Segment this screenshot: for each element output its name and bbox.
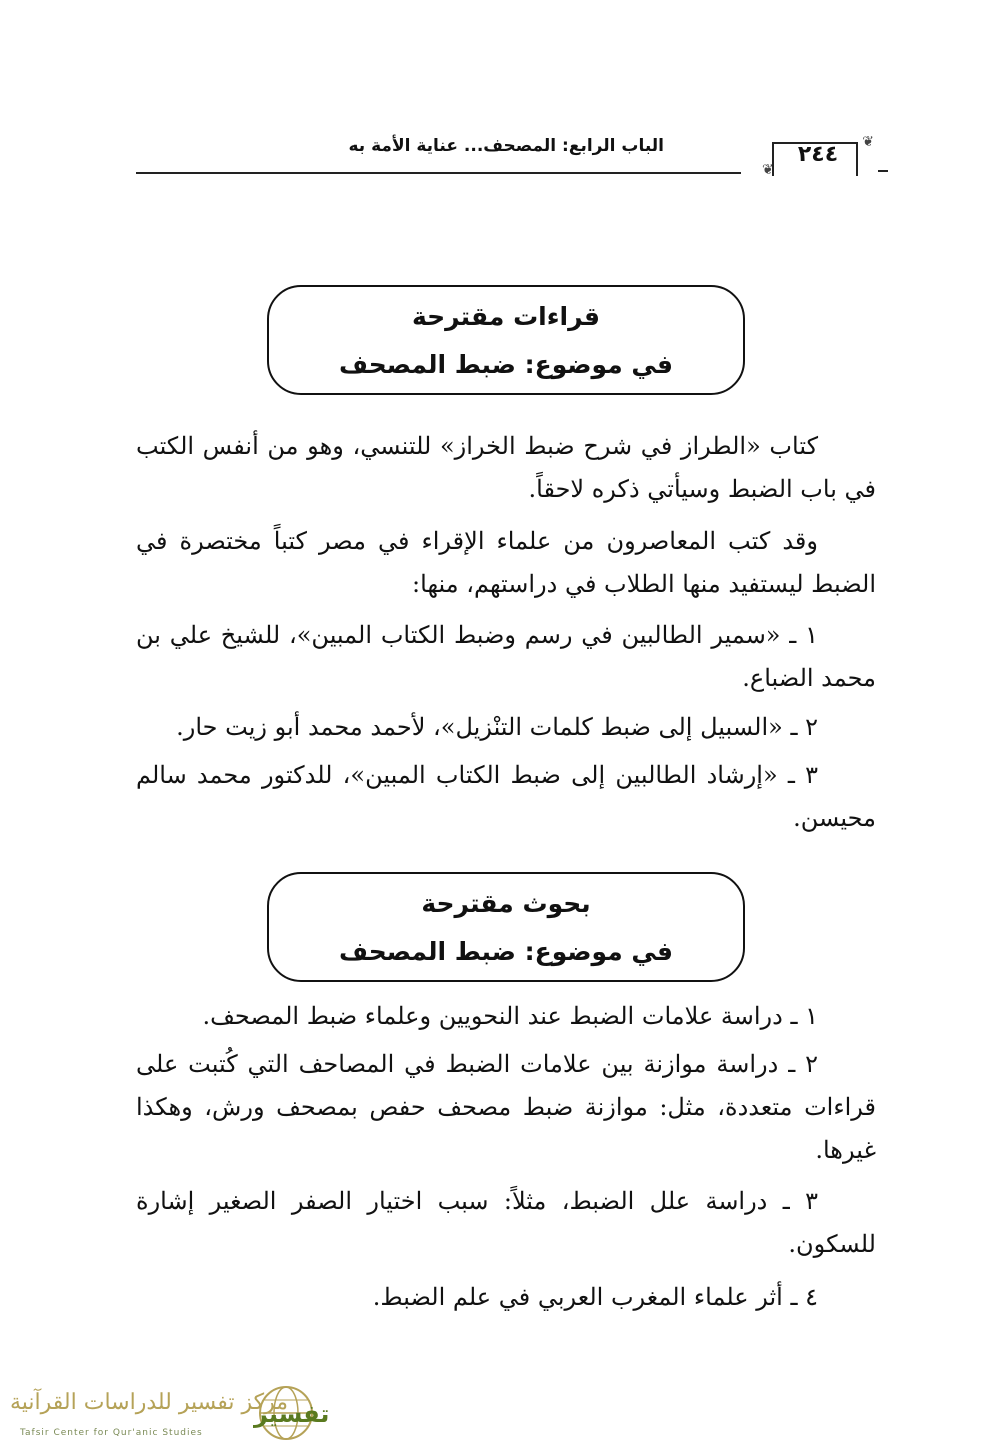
paragraph: وقد كتب المعاصرون من علماء الإقراء في مصر كتباً مختصرة في الضبط ليستفيد منها الطلاب في دراستهم، منها: (136, 527, 876, 598)
publisher-logo (6, 1380, 336, 1450)
logo-mark-word: تفسير (254, 1400, 330, 1428)
page-header (136, 132, 876, 178)
logo-arabic-name: مركز تفسير للدراسات القرآنية (10, 1390, 289, 1415)
box-subtitle-line: في موضوع: ضبط المصحف (338, 350, 674, 379)
suggested-research-box (267, 872, 745, 982)
logo-english-name: Tafsir Center for Qur'anic Studies (20, 1428, 203, 1438)
header-rule (136, 172, 741, 174)
list-item: ١ ـ دراسة علامات الضبط عند النحويين وعلماء ضبط المصحف. (202, 1002, 818, 1030)
list-item: ٢ ـ «السبيل إلى ضبط كلمات التنْزيل»، لأحمد محمد أبو زيت حار. (176, 713, 818, 741)
header-tick (878, 170, 888, 172)
ornament-icon: ❦ (862, 134, 874, 150)
page-number-box (762, 134, 874, 176)
paragraph: كتاب «الطراز في شرح ضبط الخراز» للتنسي، وهو من أنفس الكتب في باب الضبط وسيأتي ذكره لاحقاً. (136, 432, 876, 503)
list-item: ٢ ـ دراسة موازنة بين علامات الضبط في المصاحف التي كُتبت على قراءات متعددة، مثل: موازنة ضبط مصحف حفص بمصحف ورش، وهكذا غيرها. (136, 1050, 876, 1164)
page-number: ٢٤٤ (797, 142, 839, 167)
box-title-line: بحوث مقترحة (421, 889, 591, 918)
box-subtitle-line: في موضوع: ضبط المصحف (338, 937, 674, 966)
list-item: ١ ـ «سمير الطالبين في رسم وضبط الكتاب المبين»، للشيخ علي بن محمد الضباع. (136, 621, 876, 692)
running-header-title: الباب الرابع: المصحف... عناية الأمة به (348, 136, 664, 156)
list-item: ٤ ـ أثر علماء المغرب العربي في علم الضبط. (372, 1283, 818, 1311)
list-item: ٣ ـ دراسة علل الضبط، مثلاً: سبب اختيار الصفر الصغير إشارة للسكون. (136, 1187, 876, 1258)
suggested-readings-box (267, 285, 745, 395)
ornament-icon: ❦ (762, 162, 774, 178)
box-title-line: قراءات مقترحة (411, 302, 601, 331)
list-item: ٣ ـ «إرشاد الطالبين إلى ضبط الكتاب المبين»، للدكتور محمد سالم محيسن. (136, 761, 876, 832)
